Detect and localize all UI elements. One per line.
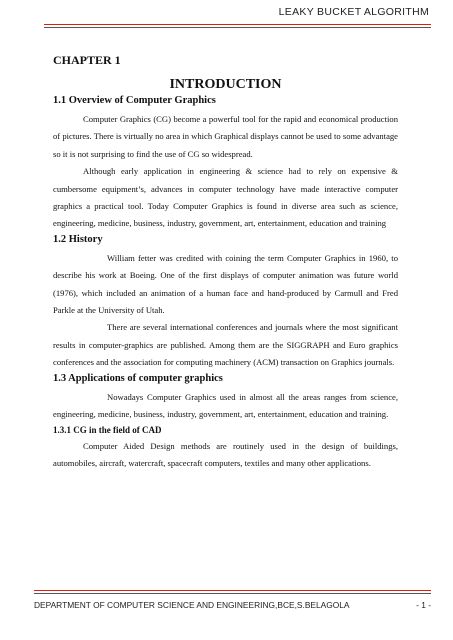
- applications-paragraph-1: Nowadays Computer Graphics used in almost all the areas ranges from science, engineering, medicine, business, industry, government, art, entertainment, education and training.: [53, 391, 398, 420]
- footer-department: DEPARTMENT OF COMPUTER SCIENCE AND ENGINEERING,BCE,S.BELAGOLA: [34, 600, 350, 610]
- history-paragraph-1: William fetter was credited with coining the term Computer Graphics in 1960, to describe his work at Boeing. One of the first displays of computer animation was future world (1976), which included an animation of a human face and hand-produced by Carmull and Fred Parkle at the University of Utah.: [53, 252, 398, 316]
- page-footer: [34, 600, 431, 610]
- header-rule-bottom: [44, 27, 431, 28]
- footer-page-number: - 1 -: [416, 600, 431, 610]
- overview-paragraph-2: Although early application in engineering & science had to rely on expensive & cumbersome equipment’s, advances in computer technology have made interactive computer graphics a practical tool. Today Computer Graphics is found in diverse area such as science, engineering, medicine, business, industry, government, art, entertainment, education and training: [53, 166, 398, 229]
- section-heading-history: 1.2 History: [53, 233, 103, 245]
- section-heading-applications: 1.3 Applications of computer graphics: [53, 372, 223, 384]
- cad-paragraph-1: Computer Aided Design methods are routinely used in the design of buildings, automobiles, aircraft, watercraft, spacecraft computers, textiles and many other applications.: [53, 440, 398, 468]
- section-heading-overview: 1.1 Overview of Computer Graphics: [53, 95, 216, 106]
- history-paragraph-2: There are several international conferences and journals where the most significant results in computer-graphics are published. Among them are the SIGGRAPH and Euro graphics conferences and the association for computing machinery (ACM) transaction on Graphics journals.: [53, 322, 398, 368]
- overview-paragraph-1: Computer Graphics (CG) become a powerful tool for the rapid and economical production of pictures. There is virtually no area in which Graphical displays cannot be used to some advantage so it is not surprising to find the use of CG so widespread.: [53, 114, 398, 159]
- subsection-heading-cad: 1.3.1 CG in the field of CAD: [53, 424, 162, 435]
- header-rule-top: [44, 24, 431, 25]
- running-header-title: LEAKY BUCKET ALGORITHM: [278, 6, 429, 18]
- footer-rule-bottom: [34, 593, 431, 594]
- chapter-label: CHAPTER 1: [53, 53, 121, 67]
- page-body: [53, 52, 398, 472]
- chapter-title: INTRODUCTION: [169, 77, 282, 92]
- footer-rule-top: [34, 590, 431, 591]
